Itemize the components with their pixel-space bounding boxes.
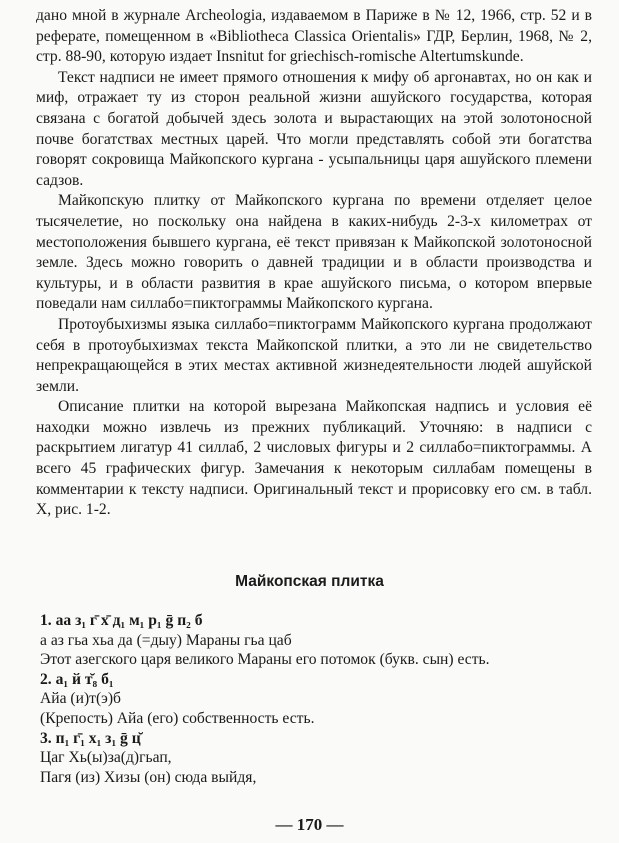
- inscription-line: 1. аа з₁ г̄ х̄ д₁ м₁ р₁ ḡ п₂ б: [40, 612, 203, 629]
- inscription-line: (Крепость) Айа (его) собственность есть.: [40, 709, 315, 727]
- inscription-line: а аз гьа хьа да (=дыу) Мараны гьа цаб: [40, 631, 292, 649]
- inscription-line: 3. п₁ г̄₁ х₁ з₁ ḡ ц̆: [40, 729, 141, 747]
- inscription-line: Айа (и)т(э)б: [40, 690, 121, 708]
- page-number: — 170 —: [275, 815, 344, 834]
- inscription-line: Этот азегского царя великого Мараны его потомок (букв. сын) есть.: [40, 651, 490, 669]
- paragraph-2: Текст надписи не имеет прямого отношения к мифу об аргонавтах, но он как и миф, отражает ту из сторон реальной жизни ашуйского государства, которая связана с богатой добычей здесь золота и вырастающих на этой золотоносной почве богатствах местных царей. Что могли представлять собой эти богатства говорят сокровища Майкопского кургана - усыпальницы царя ашуйского племени садзов.: [36, 68, 592, 189]
- paragraph-4: Протоубыхизмы языка силлабо=пиктограмм Майкопского кургана продолжают себя в протоубыхизмах текста Майкопской плитки, а это ли не свидетельство непрекращающейся в этих местах активной жизнедеятельности людей ашуйской земли.: [36, 315, 592, 395]
- inscription-line: 2. а₁ й т̆₈ б₁: [40, 670, 114, 688]
- inscription-line: Пагя (из) Хизы (он) сюда выйдя,: [40, 768, 257, 786]
- paragraph-5: Описание плитки на которой вырезана Майкопская надпись и условия её находки можно извлечь из прежних публикаций. Уточняю: в надписи с раскрытием лигатур 41 силлаб, 2 числовых фигуры и 2 силлабо=пиктограммы. А всего 45 графических фигур. Замечания к некоторым силлабам помещены в комментарии к тексту надписи. Оригинальный текст и прорисовку его см. в табл. X, рис. 1-2.: [36, 398, 592, 519]
- paragraph-1: дано мной в журнале Archeologia, издаваемом в Париже в № 12, 1966, стр. 52 и в реферате, помещенном в «Bibliotheca Classica Orientalis» ГДР, Берлин, 1968, № 2, стр. 88-90, которую издает Insnitut for griechisch-romische Altertumskunde.: [36, 7, 592, 66]
- paragraph-3: Майкопскую плитку от Майкопского кургана по времени отделяет целое тысячелетие, но поскольку она найдена в каких-нибудь 2-3-х километрах от местоположения бывшего кургана, её текст привязан к Майкопской золотоносной земле. Здесь можно говорить о давней традиции и в области производства и культуры, и в области развития в крае ашуйского письма, о котором впервые поведали нам силлабо=пиктограммы Майкопского кургана.: [36, 192, 592, 313]
- body-text: [36, 6, 592, 521]
- section-heading: Майкопская плитка: [235, 573, 384, 590]
- inscription-line: Цаг Хь(ы)за(д)гьап,: [40, 749, 172, 767]
- inscription-block: [40, 611, 600, 787]
